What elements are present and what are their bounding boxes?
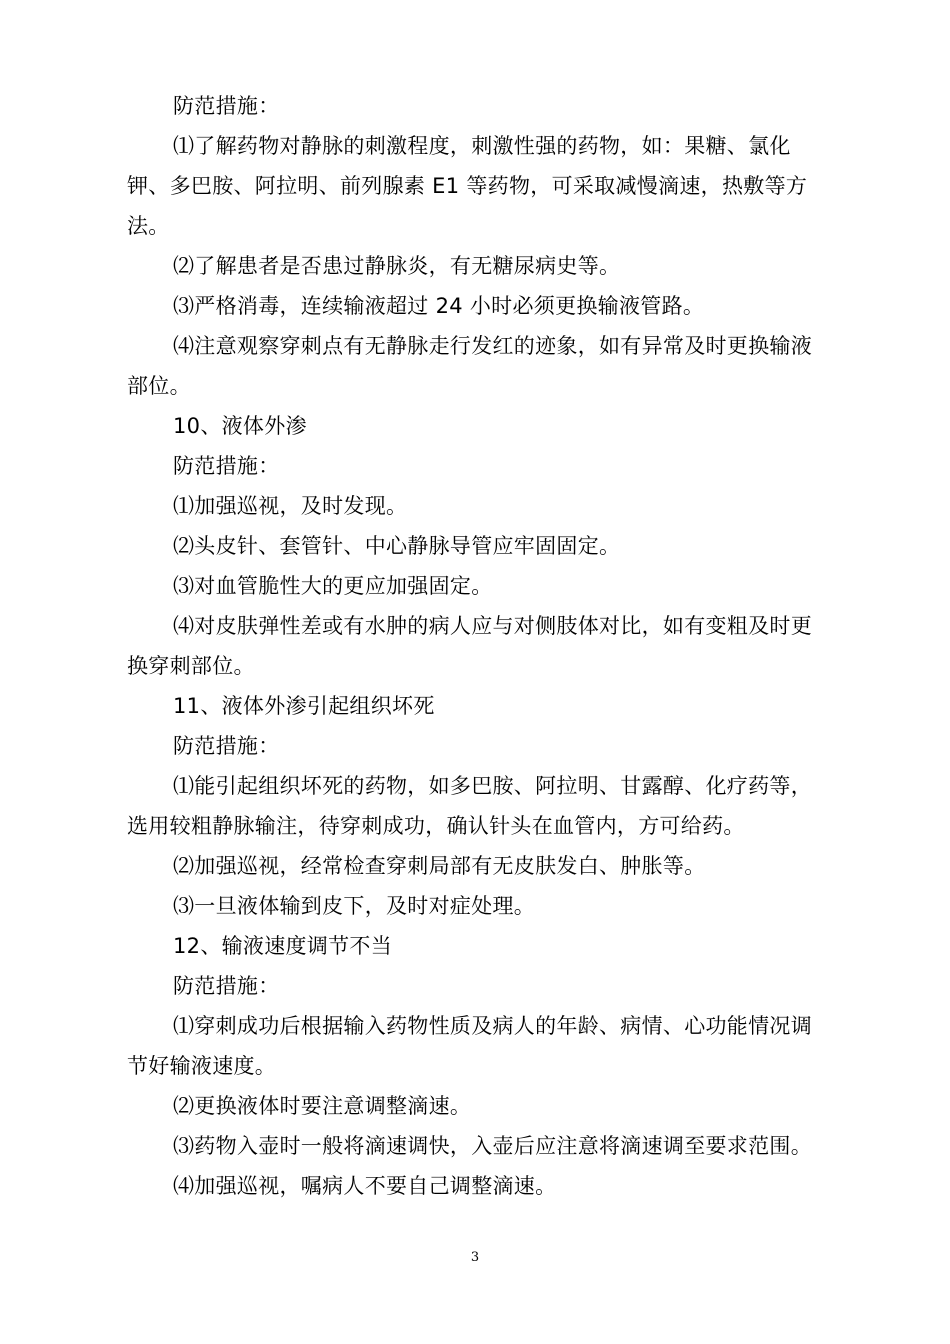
paragraph-precautions-heading: 防范措施： (173, 454, 280, 478)
paragraph-item-2: ⑵更换液体时要注意调整滴速。 (173, 1094, 472, 1118)
paragraph-precautions-heading: 防范措施： (173, 94, 280, 118)
paragraph-item-2: ⑵了解患者是否患过静脉炎，有无糖尿病史等。 (173, 254, 621, 278)
paragraph-item-4: ⑷注意观察穿刺点有无静脉走行发红的迹象，如有异常及时更换输液部位。 (127, 334, 812, 398)
paragraph-precautions-heading: 防范措施： (173, 974, 280, 998)
section-heading-10: 10、液体外渗 (173, 414, 307, 438)
paragraph-item-1: ⑴穿刺成功后根据输入药物性质及病人的年龄、病情、心功能情况调节好输液速度。 (127, 1014, 812, 1078)
paragraph-item-2: ⑵头皮针、套管针、中心静脉导管应牢固固定。 (173, 534, 621, 558)
paragraph-item-3: ⑶严格消毒，连续输液超过 24 小时必须更换输液管路。 (173, 294, 705, 318)
paragraph-item-2: ⑵加强巡视，经常检查穿刺局部有无皮肤发白、肿胀等。 (173, 854, 706, 878)
paragraph-item-3: ⑶一旦液体输到皮下，及时对症处理。 (173, 894, 536, 918)
paragraph-item-3: ⑶药物入壶时一般将滴速调快，入壶后应注意将滴速调至要求范围。 (173, 1134, 812, 1158)
paragraph-item-1: ⑴了解药物对静脉的刺激程度，刺激性强的药物，如：果糖、氯化钾、多巴胺、阿拉明、前列腺素 E1 等药物，可采取减慢滴速，热敷等方法。 (127, 134, 808, 238)
body-text (127, 86, 827, 1206)
paragraph-item-1: ⑴加强巡视，及时发现。 (173, 494, 408, 518)
section-heading-11: 11、液体外渗引起组织坏死 (173, 694, 435, 718)
paragraph-precautions-heading: 防范措施： (173, 734, 280, 758)
paragraph-item-4: ⑷加强巡视，嘱病人不要自己调整滴速。 (173, 1174, 557, 1198)
paragraph-item-4: ⑷对皮肤弹性差或有水肿的病人应与对侧肢体对比，如有变粗及时更换穿刺部位。 (127, 614, 812, 678)
paragraph-item-3: ⑶对血管脆性大的更应加强固定。 (173, 574, 493, 598)
paragraph-item-1: ⑴能引起组织坏死的药物，如多巴胺、阿拉明、甘露醇、化疗药等，选用较粗静脉输注，待穿刺成功，确认针头在血管内，方可给药。 (127, 774, 812, 838)
section-heading-12: 12、输液速度调节不当 (173, 934, 393, 958)
page-number: 3 (470, 1250, 480, 1265)
